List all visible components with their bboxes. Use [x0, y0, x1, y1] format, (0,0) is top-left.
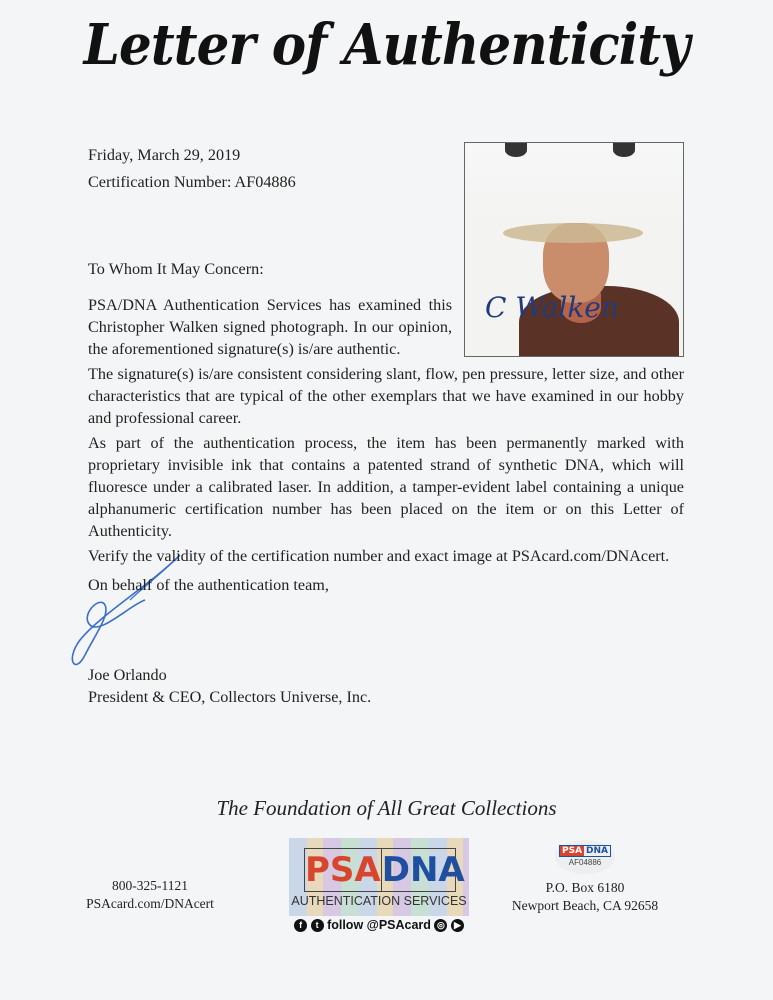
logo-dna: DNA	[381, 850, 465, 890]
logo-psa: PSA	[305, 850, 381, 890]
footer-address-line1: P.O. Box 6180	[545, 880, 625, 895]
paragraph-process: As part of the authentication process, the item has been permanently marked with proprietary invisible ink that contains a patented strand of synthetic DNA, which will fluoresce under a calibrated laser. In addition, a tamper-evident label containing a unique alphanumeric certification number has been placed on the item or on this Letter of Authenticity.	[88, 434, 684, 540]
letter-date: Friday, March 29, 2019	[88, 146, 241, 164]
signer-role: President & CEO, Collectors Universe, Inc.	[88, 688, 372, 706]
tamper-evident-label	[555, 840, 615, 874]
signer-name: Joe Orlando	[88, 666, 167, 684]
label-logo: PSA DNA	[559, 845, 611, 857]
photo-autograph: C Walken	[485, 291, 619, 324]
certification-number: Certification Number: AF04886	[88, 173, 296, 191]
twitter-icon[interactable]: t	[311, 919, 324, 932]
footer-address-line2: Newport Beach, CA 92658	[511, 898, 659, 913]
psa-dna-logo	[289, 838, 469, 916]
footer-phone: 800-325-1121	[112, 878, 188, 893]
letter-title: Letter of Authenticity	[83, 12, 690, 78]
photo-detail	[613, 143, 635, 157]
paragraph-verify: Verify the validity of the certification number and exact image at PSAcard.com/DNAcert.	[88, 547, 670, 565]
paragraph-closing: On behalf of the authentication team,	[88, 576, 329, 594]
footer-tagline: The Foundation of All Great Collections	[216, 796, 557, 820]
photo-hat	[503, 223, 643, 243]
follow-handle: follow @PSAcard	[327, 918, 431, 932]
instagram-icon[interactable]: ◎	[434, 919, 447, 932]
label-number: AF04886	[568, 858, 602, 867]
footer-website: PSAcard.com/DNAcert	[86, 896, 214, 911]
salutation: To Whom It May Concern:	[88, 260, 264, 278]
social-follow	[289, 918, 469, 932]
paragraph-examination: PSA/DNA Authentication Services has examined this Christopher Walken signed photograph. In our opinion, the aforementioned signature(s) is/are authentic.	[88, 296, 452, 358]
paragraph-consistency: The signature(s) is/are consistent considering slant, flow, pen pressure, letter size, and other characteristics that are typical of the other exemplars that we have examined in our hobby and professional career.	[88, 365, 684, 427]
youtube-icon[interactable]: ▶	[451, 919, 464, 932]
facebook-icon[interactable]: f	[294, 919, 307, 932]
photo-detail	[505, 143, 527, 157]
logo-subtitle: AUTHENTICATION SERVICES	[291, 894, 467, 908]
letter-body	[88, 258, 684, 708]
